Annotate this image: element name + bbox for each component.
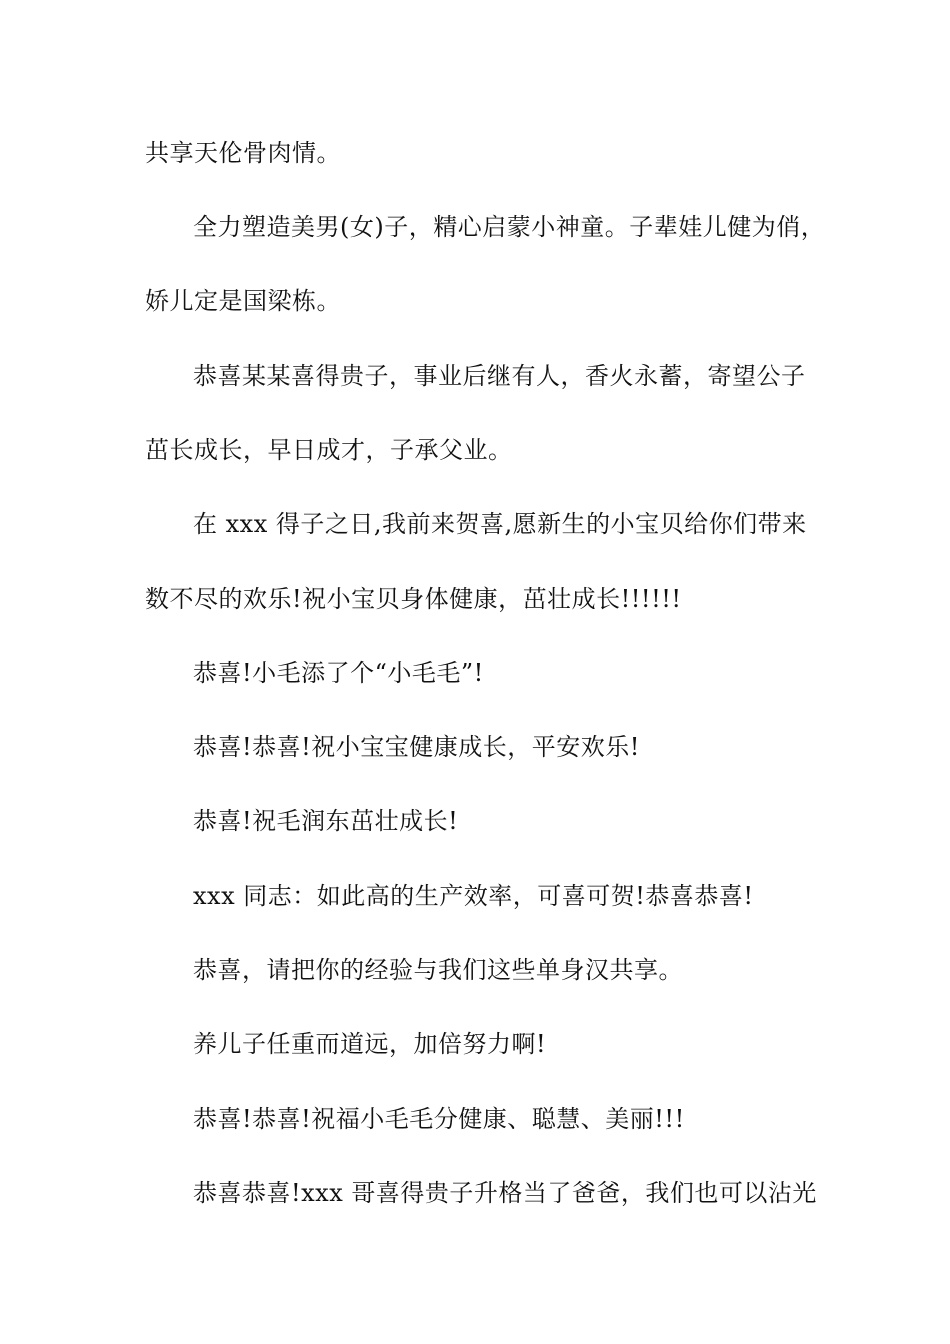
paragraph-start-line: 养儿子任重而道远，加倍努力啊! [193, 1030, 547, 1058]
paragraph-start-line: xxx 同志：如此高的生产效率，可喜可贺!恭喜恭喜! [193, 882, 754, 910]
paragraph-start-line: 在 xxx 得子之日,我前来贺喜,愿新生的小宝贝给你们带来 [193, 510, 807, 538]
paragraph-start-line: 恭喜!祝毛润东茁壮成长! [193, 807, 459, 835]
paragraph-start-line: 恭喜，请把你的经验与我们这些单身汉共享。 [193, 956, 683, 984]
paragraph-start-line: 恭喜!恭喜!祝福小毛毛分健康、聪慧、美丽!!! [193, 1105, 685, 1133]
paragraph-start-line: 恭喜某某喜得贵子，事业后继有人，香火永蓄，寄望公子 [193, 362, 806, 390]
text-line: 茁长成长，早日成才，子承父业。 [145, 436, 513, 464]
paragraph-start-line: 恭喜恭喜!xxx 哥喜得贵子升格当了爸爸，我们也可以沾光 [193, 1179, 817, 1207]
paragraph-start-line: 恭喜!小毛添了个“小毛毛”! [193, 659, 484, 687]
text-line: 娇儿定是国梁栋。 [145, 287, 341, 315]
paragraph-start-line: 恭喜!恭喜!祝小宝宝健康成长，平安欢乐! [193, 733, 640, 761]
text-line: 共享天伦骨肉情。 [145, 139, 341, 167]
text-line: 数不尽的欢乐!祝小宝贝身体健康，茁壮成长!!!!!! [145, 585, 682, 613]
paragraph-start-line: 全力塑造美男(女)子，精心启蒙小神童。子辈娃儿健为俏， [193, 213, 826, 241]
